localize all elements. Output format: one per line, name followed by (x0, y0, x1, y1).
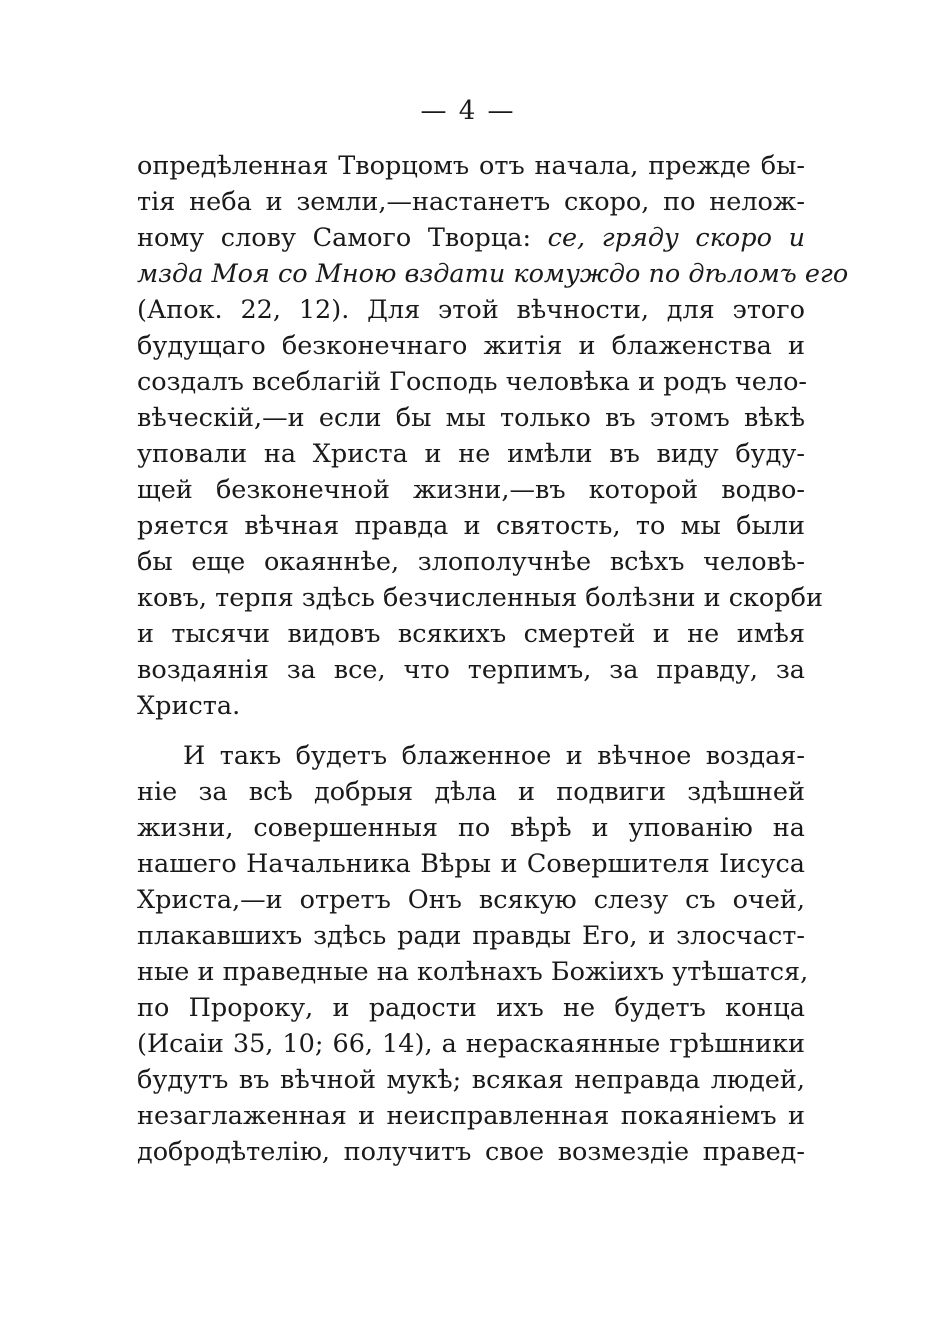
text-line (137, 1134, 805, 1170)
line-text: уповали на Христа и не имѣли въ виду буду- (137, 439, 805, 469)
text-line (137, 810, 805, 846)
line-text: Христа,—и отретъ Онъ всякую слезу съ очей, (137, 885, 805, 915)
line-text: незаглаженная и неисправленная покаяніемъ и (137, 1101, 805, 1131)
line-text: И такъ будетъ блаженное и вѣчное воздая- (183, 741, 805, 771)
text-line (137, 918, 805, 954)
text-line (137, 436, 805, 472)
text-line (137, 544, 805, 580)
scripture-quote: мзда Моя со Мною вздати комуждо по дѣломъ его (137, 259, 849, 289)
line-text: жизни, совершенныя по вѣрѣ и упованію на (137, 813, 805, 843)
text-line (137, 148, 805, 184)
text-line (137, 184, 805, 220)
text-line (137, 364, 808, 400)
line-text: вѣческій,—и если бы мы только въ этомъ вѣкѣ (137, 403, 805, 433)
line-text: Христа. (137, 691, 241, 721)
text-line (137, 990, 805, 1026)
line-text: (Апок. 22, 12). Для этой вѣчности, для этого (137, 295, 805, 325)
line-text: плакавшихъ здѣсь ради правды Его, и злосчаст- (137, 921, 805, 951)
line-text: (Исаіи 35, 10; 66, 14), а нераскаянные грѣшники (137, 1029, 805, 1059)
line-text: тія неба и земли,—настанетъ скоро, по нелож- (137, 187, 805, 217)
line-text: нашего Начальника Вѣры и Совершителя Іисуса (137, 849, 805, 879)
line-text: и тысячи видовъ всякихъ смертей и не имѣя (137, 619, 805, 649)
text-line (137, 508, 805, 544)
line-text: ные и праведные на колѣнахъ Божіихъ утѣшатся, (137, 957, 809, 987)
text-line (137, 616, 805, 652)
text-line (137, 328, 805, 364)
text-line (137, 292, 805, 328)
line-text: ковъ, терпя здѣсь безчисленныя болѣзни и скорби (137, 583, 823, 613)
paragraph-gap (137, 724, 805, 738)
page-number: — 4 — (420, 96, 516, 126)
line-text: бы еще окаяннѣе, злополучнѣе всѣхъ человѣ- (137, 547, 805, 577)
body-text (137, 148, 849, 1170)
text-line (137, 774, 805, 810)
line-text: щей безконечной жизни,—въ которой водво- (137, 475, 805, 505)
text-line (137, 882, 805, 918)
line-text: добродѣтелію, получитъ свое возмездіе правед- (137, 1137, 805, 1167)
line-text: создалъ всеблагій Господь человѣка и родъ чело- (137, 367, 808, 397)
text-line (137, 400, 805, 436)
text-line (137, 846, 805, 882)
line-text: воздаянія за все, что терпимъ, за правду, за (137, 655, 805, 685)
text-line (137, 652, 805, 688)
text-line (137, 580, 823, 616)
line-text: по Пророку, и радости ихъ не будетъ конца (137, 993, 805, 1023)
text-line (137, 954, 809, 990)
paragraph (137, 148, 849, 724)
line-text: будущаго безконечнаго житія и блаженства и (137, 331, 805, 361)
line-text: ніе за всѣ добрыя дѣла и подвиги здѣшней (137, 777, 805, 807)
text-line (137, 1026, 805, 1062)
text-line (137, 738, 805, 774)
scripture-quote: се, гряду скоро и (547, 223, 805, 253)
text-line (137, 472, 805, 508)
line-text: будутъ въ вѣчной мукѣ; всякая неправда людей, (137, 1065, 805, 1095)
line-text: ряется вѣчная правда и святость, то мы были (137, 511, 805, 541)
text-line (137, 1062, 805, 1098)
paragraph (137, 738, 809, 1170)
line-text: опредѣленная Творцомъ отъ начала, прежде бы- (137, 151, 805, 181)
text-line (137, 256, 849, 292)
line-text: ному слову Самого Творца: (137, 223, 548, 253)
text-line (137, 220, 805, 256)
text-line (137, 688, 805, 724)
text-line (137, 1098, 805, 1134)
